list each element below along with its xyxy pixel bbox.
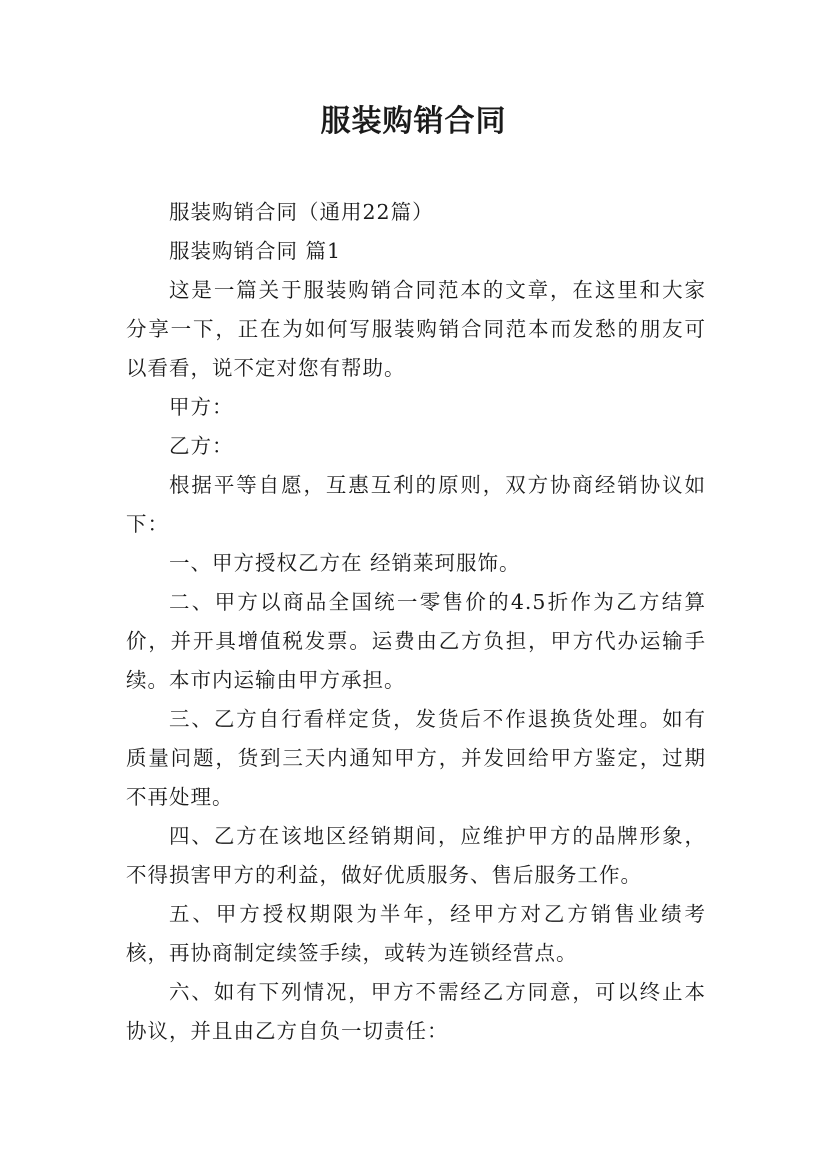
clause-2: 二、甲方以商品全国统一零售价的4.5折作为乙方结算价，并开具增值税发票。运费由乙方负担，甲方代办运输手续。本市内运输由甲方承担。 — [126, 590, 706, 692]
clause-5: 五、甲方授权期限为半年，经甲方对乙方销售业绩考核，再协商制定续签手续，或转为连锁经营点。 — [126, 902, 706, 965]
paragraph-party-b: 乙方： — [169, 434, 234, 458]
clause-4: 四、乙方在该地区经销期间，应维护甲方的品牌形象，不得损害甲方的利益，做好优质服务、售后服务工作。 — [126, 824, 706, 887]
clause-6: 六、如有下列情况，甲方不需经乙方同意，可以终止本协议，并且由乙方自负一切责任： — [126, 980, 706, 1043]
document-body — [126, 193, 706, 1051]
clause-3: 三、乙方自行看样定货，发货后不作退换货处理。如有质量问题，货到三天内通知甲方，并发回给甲方鉴定，过期不再处理。 — [126, 707, 706, 809]
paragraph-party-a: 甲方： — [169, 395, 234, 419]
paragraph-section-heading: 服装购销合同 篇1 — [169, 239, 342, 263]
document-title: 服装购销合同 — [320, 104, 507, 139]
paragraph-preamble: 根据平等自愿，互惠互利的原则，双方协商经销协议如下： — [126, 473, 706, 536]
clause-1: 一、甲方授权乙方在 经销莱珂服饰。 — [169, 551, 521, 575]
paragraph-intro: 这是一篇关于服装购销合同范本的文章，在这里和大家分享一下，正在为如何写服装购销合同范本而发愁的朋友可以看看，说不定对您有帮助。 — [126, 278, 706, 380]
paragraph-subtitle: 服装购销合同（通用22篇） — [169, 200, 434, 224]
